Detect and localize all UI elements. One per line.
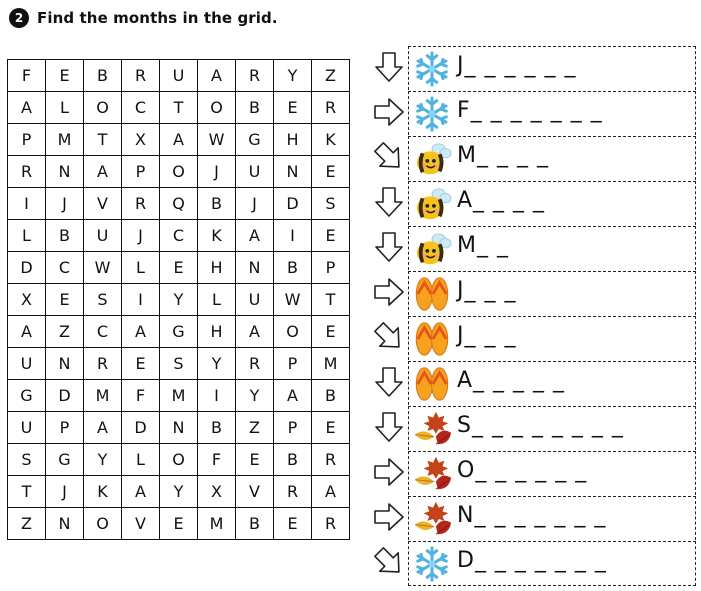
grid-row <box>8 220 350 252</box>
answer-box[interactable] <box>408 181 696 225</box>
clue-text: N_ _ _ _ _ _ _ <box>457 503 607 528</box>
grid-cell[interactable]: A <box>122 476 160 508</box>
grid-row <box>8 156 350 188</box>
grid-cell[interactable]: Y <box>84 444 122 476</box>
autumn-leaves-icon <box>413 500 453 538</box>
grid-row <box>8 252 350 284</box>
grid-cell[interactable]: J <box>46 476 84 508</box>
grid-cell[interactable]: F <box>198 444 236 476</box>
grid-cell[interactable]: C <box>122 92 160 124</box>
clue-row <box>372 361 696 406</box>
grid-cell[interactable]: E <box>46 284 84 316</box>
grid-cell[interactable]: T <box>8 476 46 508</box>
grid-cell[interactable]: V <box>236 476 274 508</box>
grid-row <box>8 412 350 444</box>
grid-cell[interactable]: L <box>122 252 160 284</box>
grid-cell[interactable]: H <box>274 124 312 156</box>
grid-row <box>8 124 350 156</box>
grid-cell[interactable]: G <box>8 380 46 412</box>
grid-cell[interactable]: E <box>274 92 312 124</box>
grid-cell[interactable]: O <box>160 156 198 188</box>
grid-cell[interactable]: N <box>46 156 84 188</box>
grid-cell[interactable]: L <box>46 92 84 124</box>
grid-cell[interactable]: S <box>8 444 46 476</box>
clue-row <box>372 181 696 226</box>
grid-cell[interactable]: A <box>236 220 274 252</box>
grid-cell[interactable]: K <box>312 124 350 156</box>
grid-cell[interactable]: M <box>160 380 198 412</box>
grid-cell[interactable]: R <box>274 476 312 508</box>
grid-cell[interactable]: Y <box>198 348 236 380</box>
grid-cell[interactable]: D <box>8 252 46 284</box>
grid-cell[interactable]: C <box>84 316 122 348</box>
grid-cell[interactable]: H <box>198 252 236 284</box>
grid-cell[interactable]: T <box>160 92 198 124</box>
grid-cell[interactable]: E <box>312 316 350 348</box>
snowflake-icon <box>413 95 453 133</box>
grid-cell[interactable]: L <box>198 284 236 316</box>
grid-cell[interactable]: O <box>84 92 122 124</box>
grid-row <box>8 92 350 124</box>
grid-cell[interactable]: R <box>84 348 122 380</box>
answer-box[interactable] <box>408 451 696 495</box>
arrow-right-icon <box>372 275 406 309</box>
grid-cell[interactable]: A <box>274 380 312 412</box>
grid-cell[interactable]: J <box>46 188 84 220</box>
grid-cell[interactable]: N <box>46 348 84 380</box>
grid-cell[interactable]: E <box>122 348 160 380</box>
exercise-title: Find the months in the grid. <box>37 9 278 27</box>
grid-cell[interactable]: N <box>160 412 198 444</box>
answer-box[interactable] <box>408 271 696 315</box>
grid-row <box>8 348 350 380</box>
flip-flops-icon <box>413 320 453 358</box>
grid-cell[interactable]: O <box>160 444 198 476</box>
grid-cell[interactable]: A <box>198 60 236 92</box>
grid-cell[interactable]: R <box>312 92 350 124</box>
grid-cell[interactable]: A <box>236 316 274 348</box>
grid-cell[interactable]: O <box>84 508 122 540</box>
grid-cell[interactable]: B <box>236 92 274 124</box>
grid-cell[interactable]: A <box>84 156 122 188</box>
grid-cell[interactable]: S <box>84 284 122 316</box>
answer-box[interactable] <box>408 91 696 135</box>
grid-row <box>8 316 350 348</box>
grid-cell[interactable]: Y <box>160 476 198 508</box>
grid-cell[interactable]: D <box>46 380 84 412</box>
grid-cell[interactable]: Z <box>8 508 46 540</box>
grid-cell[interactable]: A <box>312 476 350 508</box>
grid-cell[interactable]: R <box>236 60 274 92</box>
grid-cell[interactable]: E <box>312 220 350 252</box>
grid-cell[interactable]: B <box>236 508 274 540</box>
grid-cell[interactable]: T <box>312 284 350 316</box>
grid-cell[interactable]: I <box>198 380 236 412</box>
clue-text: J_ _ _ <box>457 323 517 348</box>
grid-cell[interactable]: M <box>84 380 122 412</box>
arrow-down-icon <box>372 365 406 399</box>
grid-cell[interactable]: U <box>84 220 122 252</box>
grid-row <box>8 444 350 476</box>
month-clue-list <box>372 46 696 586</box>
flip-flops-icon <box>413 275 453 313</box>
grid-cell[interactable]: H <box>198 316 236 348</box>
grid-cell[interactable]: O <box>274 316 312 348</box>
clue-text: J_ _ _ <box>457 278 517 303</box>
grid-cell[interactable]: C <box>46 252 84 284</box>
arrow-down-icon <box>372 230 406 264</box>
grid-cell[interactable]: G <box>160 316 198 348</box>
grid-cell[interactable]: E <box>312 412 350 444</box>
grid-cell[interactable]: T <box>84 124 122 156</box>
snowflake-icon <box>413 545 453 583</box>
clue-row <box>372 496 696 541</box>
grid-cell[interactable]: V <box>122 508 160 540</box>
arrow-diagonal-icon <box>372 140 406 174</box>
clue-row <box>372 91 696 136</box>
grid-row <box>8 508 350 540</box>
clue-row <box>372 406 696 451</box>
grid-cell[interactable]: D <box>274 188 312 220</box>
clue-text: A_ _ _ _ <box>457 188 546 213</box>
grid-cell[interactable]: K <box>198 220 236 252</box>
grid-cell[interactable]: W <box>84 252 122 284</box>
grid-cell[interactable]: X <box>122 124 160 156</box>
grid-cell[interactable]: B <box>84 60 122 92</box>
grid-cell[interactable]: M <box>46 124 84 156</box>
grid-cell[interactable]: G <box>236 124 274 156</box>
arrow-right-icon <box>372 500 406 534</box>
grid-cell[interactable]: P <box>274 412 312 444</box>
answer-box[interactable] <box>408 361 696 405</box>
grid-cell[interactable]: I <box>274 220 312 252</box>
grid-cell[interactable]: N <box>236 252 274 284</box>
answer-box[interactable] <box>408 316 696 360</box>
grid-cell[interactable]: E <box>274 508 312 540</box>
grid-cell[interactable]: A <box>84 412 122 444</box>
grid-cell[interactable]: M <box>198 508 236 540</box>
clue-text: A_ _ _ _ _ <box>457 368 566 393</box>
answer-box[interactable] <box>408 226 696 270</box>
grid-cell[interactable]: E <box>312 156 350 188</box>
grid-cell[interactable]: W <box>198 124 236 156</box>
grid-cell[interactable]: S <box>160 348 198 380</box>
grid-cell[interactable]: N <box>46 508 84 540</box>
grid-cell[interactable]: A <box>8 316 46 348</box>
arrow-diagonal-icon <box>372 545 406 579</box>
grid-cell[interactable]: V <box>84 188 122 220</box>
grid-cell[interactable]: I <box>122 284 160 316</box>
clue-row <box>372 136 696 181</box>
grid-cell[interactable]: B <box>198 412 236 444</box>
answer-box[interactable] <box>408 406 696 450</box>
grid-cell[interactable]: E <box>46 60 84 92</box>
grid-cell[interactable]: L <box>8 220 46 252</box>
clue-text: J_ _ _ _ _ _ <box>457 53 577 78</box>
exercise-header <box>9 7 278 29</box>
answer-box[interactable] <box>408 496 696 540</box>
grid-cell[interactable]: S <box>312 188 350 220</box>
grid-cell[interactable]: Z <box>46 316 84 348</box>
grid-cell[interactable]: U <box>8 412 46 444</box>
arrow-right-icon <box>372 95 406 129</box>
grid-cell[interactable]: R <box>122 60 160 92</box>
grid-cell[interactable]: P <box>312 252 350 284</box>
grid-cell[interactable]: W <box>274 284 312 316</box>
clue-row <box>372 271 696 316</box>
grid-cell[interactable]: F <box>8 60 46 92</box>
word-search-grid <box>7 59 350 540</box>
grid-cell[interactable]: Z <box>236 412 274 444</box>
grid-cell[interactable]: B <box>198 188 236 220</box>
clue-row <box>372 46 696 91</box>
clue-row <box>372 316 696 361</box>
grid-cell[interactable]: G <box>46 444 84 476</box>
grid-cell[interactable]: L <box>122 444 160 476</box>
grid-row <box>8 284 350 316</box>
grid-cell[interactable]: O <box>198 92 236 124</box>
arrow-diagonal-icon <box>372 320 406 354</box>
autumn-leaves-icon <box>413 410 453 448</box>
grid-cell[interactable]: Y <box>236 380 274 412</box>
bee-icon <box>413 230 453 268</box>
bee-icon <box>413 140 453 178</box>
exercise-number-badge: 2 <box>9 8 29 28</box>
grid-row <box>8 60 350 92</box>
grid-cell[interactable]: A <box>8 92 46 124</box>
grid-cell[interactable]: J <box>122 220 160 252</box>
grid-cell[interactable]: X <box>8 284 46 316</box>
grid-cell[interactable]: P <box>122 156 160 188</box>
grid-cell[interactable]: R <box>122 188 160 220</box>
autumn-leaves-icon <box>413 455 453 493</box>
clue-row <box>372 541 696 586</box>
arrow-right-icon <box>372 455 406 489</box>
snowflake-icon <box>413 50 453 88</box>
grid-cell[interactable]: P <box>46 412 84 444</box>
grid-cell[interactable]: J <box>198 156 236 188</box>
grid-cell[interactable]: M <box>312 348 350 380</box>
grid-cell[interactable]: Y <box>274 60 312 92</box>
grid-cell[interactable]: Q <box>160 188 198 220</box>
clue-row <box>372 226 696 271</box>
grid-cell[interactable]: U <box>236 156 274 188</box>
arrow-down-icon <box>372 410 406 444</box>
flip-flops-icon <box>413 365 453 403</box>
answer-box[interactable] <box>408 136 696 180</box>
grid-cell[interactable]: P <box>8 124 46 156</box>
clue-text: F_ _ _ _ _ _ _ <box>457 98 603 123</box>
grid-cell[interactable]: E <box>236 444 274 476</box>
grid-cell[interactable]: E <box>160 252 198 284</box>
grid-cell[interactable]: A <box>160 124 198 156</box>
answer-box[interactable] <box>408 46 696 90</box>
clue-text: S_ _ _ _ _ _ _ _ <box>457 413 624 438</box>
grid-cell[interactable]: P <box>274 348 312 380</box>
grid-cell[interactable]: B <box>46 220 84 252</box>
grid-cell[interactable]: C <box>160 220 198 252</box>
grid-cell[interactable]: J <box>236 188 274 220</box>
grid-cell[interactable]: X <box>198 476 236 508</box>
grid-cell[interactable]: Y <box>160 284 198 316</box>
grid-cell[interactable]: I <box>8 188 46 220</box>
answer-box[interactable] <box>408 541 696 586</box>
grid-cell[interactable]: D <box>122 412 160 444</box>
grid-cell[interactable]: E <box>160 508 198 540</box>
grid-cell[interactable]: B <box>274 444 312 476</box>
clue-text: M_ _ <box>457 233 509 258</box>
grid-row <box>8 380 350 412</box>
grid-cell[interactable]: R <box>8 156 46 188</box>
grid-cell[interactable]: R <box>312 508 350 540</box>
grid-cell[interactable]: U <box>160 60 198 92</box>
grid-cell[interactable]: A <box>122 316 160 348</box>
grid-row <box>8 188 350 220</box>
clue-text: D_ _ _ _ _ _ _ <box>457 548 607 573</box>
clue-text: M_ _ _ _ <box>457 143 549 168</box>
clue-row <box>372 451 696 496</box>
grid-cell[interactable]: F <box>122 380 160 412</box>
grid-cell[interactable]: Z <box>312 60 350 92</box>
grid-cell[interactable]: U <box>8 348 46 380</box>
bee-icon <box>413 185 453 223</box>
grid-cell[interactable]: U <box>236 284 274 316</box>
grid-cell[interactable]: B <box>274 252 312 284</box>
clue-text: O_ _ _ _ _ _ <box>457 458 588 483</box>
grid-cell[interactable]: R <box>312 444 350 476</box>
grid-cell[interactable]: R <box>236 348 274 380</box>
grid-cell[interactable]: B <box>312 380 350 412</box>
arrow-down-icon <box>372 50 406 84</box>
grid-cell[interactable]: N <box>274 156 312 188</box>
grid-cell[interactable]: K <box>84 476 122 508</box>
grid-row <box>8 476 350 508</box>
arrow-down-icon <box>372 185 406 219</box>
